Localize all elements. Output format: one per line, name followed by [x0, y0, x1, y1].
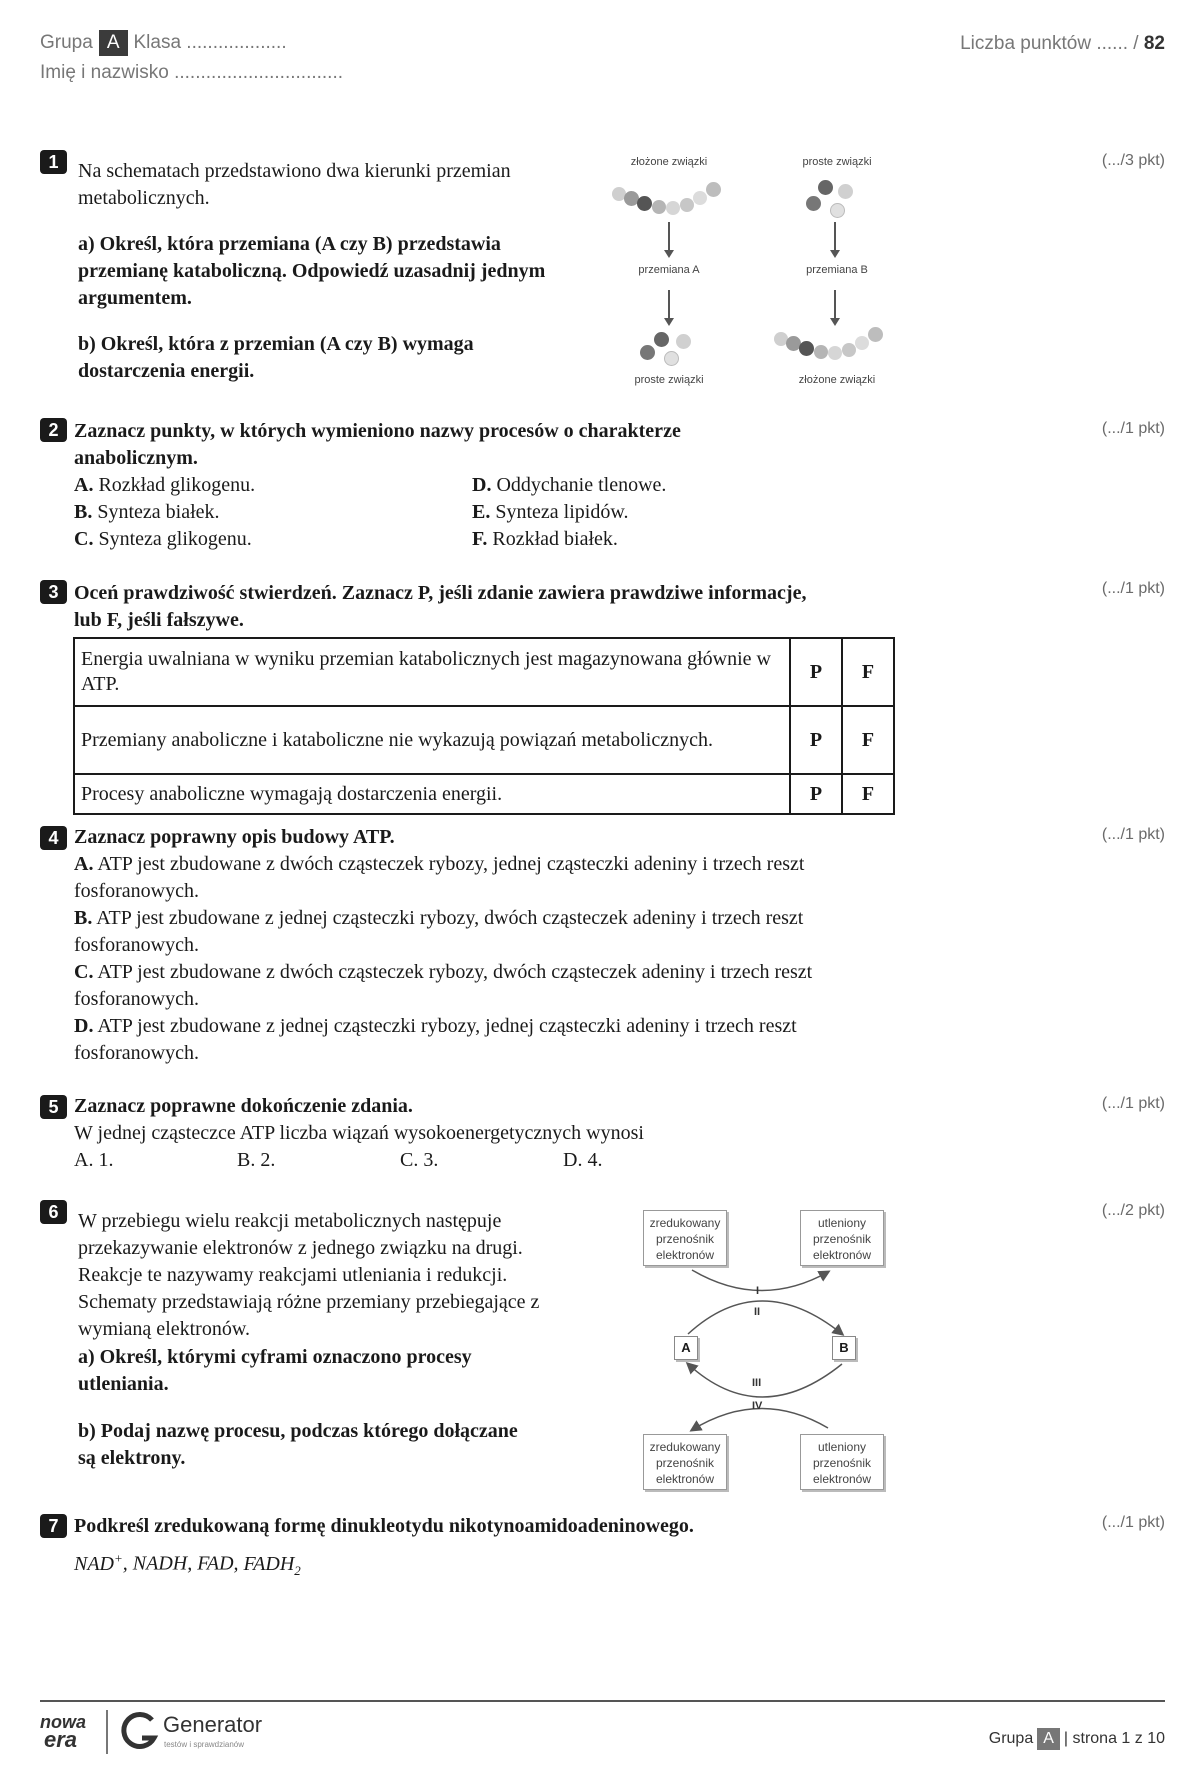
q2-option-c[interactable]: C. Synteza glikogenu.	[74, 528, 252, 550]
process-label-ii: II	[754, 1306, 761, 1318]
diagram-label-complex-bottom: złożone związki	[798, 374, 876, 386]
molecule-ball	[799, 341, 814, 356]
molecule-ball	[830, 203, 845, 218]
molecule-ball	[666, 201, 680, 215]
arrow-down-icon	[668, 222, 670, 256]
process-label-i: I	[756, 1285, 760, 1297]
q7-points: (.../1 pkt)	[1101, 1514, 1165, 1531]
diagram-label-simple-top: proste związki	[802, 156, 872, 168]
question-number-5: 5	[40, 1095, 67, 1119]
molecule-ball	[818, 180, 833, 195]
class-field: Klasa ...................	[133, 32, 287, 53]
molecule-ball	[806, 196, 821, 211]
table-row	[74, 706, 894, 774]
generator-tagline: testów i sprawdzianów	[164, 1740, 245, 1749]
arrow-down-icon	[834, 290, 836, 324]
q6-part-b: b) Podaj nazwę procesu, podczas którego dołączane są elektrony.	[78, 1420, 518, 1469]
footer-page-info	[989, 1728, 1165, 1750]
group-label: Grupa	[40, 32, 93, 53]
arrow-down-icon	[668, 290, 670, 324]
oxidized-carrier-box: utleniony przenośnik elektronów	[800, 1434, 884, 1490]
q7-question: Podkreśl zredukowaną formę dinukleotydu nikotynoamidoadeninowego.	[74, 1515, 694, 1537]
q2-option-e[interactable]: E. Synteza lipidów.	[472, 501, 629, 523]
generator-logo-text: Generator	[163, 1712, 263, 1737]
process-label-iv: IV	[752, 1400, 763, 1412]
generator-g-icon	[120, 1710, 160, 1754]
option-nad-plus[interactable]: NAD+	[74, 1550, 123, 1575]
molecule-ball	[654, 332, 669, 347]
molecule-ball	[838, 184, 853, 199]
points-total: 82	[1143, 33, 1165, 54]
table-row	[74, 774, 894, 814]
question-number-7: 7	[40, 1514, 67, 1538]
q1-part-a: a) Określ, która przemiana (A czy B) przedstawia przemianę kataboliczną. Odpowiedź uzasadnij jednym argumentem.	[78, 233, 546, 309]
statement-cell: Energia uwalniana w wyniku przemian katabolicznych jest magazynowana głównie w ATP.	[74, 638, 790, 706]
molecule-ball	[680, 198, 694, 212]
footer-logo-divider	[106, 1710, 108, 1754]
group-badge: A	[99, 30, 128, 56]
group-line	[40, 30, 287, 56]
molecule-ball	[664, 351, 679, 366]
redox-arrows-icon	[640, 1260, 880, 1440]
q2-option-a[interactable]: A. Rozkład glikogenu.	[74, 474, 256, 496]
molecule-ball	[868, 327, 883, 342]
page-number: | strona 1 z 10	[1063, 1730, 1165, 1747]
reduced-carrier-box: zredukowany przenośnik elektronów	[643, 1434, 727, 1490]
question-number-2: 2	[40, 418, 67, 442]
molecule-ball	[676, 334, 691, 349]
q7-options: NAD+, NADH, FAD, $FADH_2$	[74, 1550, 301, 1578]
diagram-label-simple-bottom: proste związki	[634, 374, 704, 386]
q2-points: (.../1 pkt)	[1101, 420, 1165, 437]
q4-question: Zaznacz poprawny opis budowy ATP.	[74, 826, 395, 848]
footer-group-badge: A	[1037, 1728, 1060, 1750]
q2-option-f[interactable]: F. Rozkład białek.	[472, 528, 618, 550]
question-number-4: 4	[40, 826, 67, 850]
molecule-ball	[652, 200, 666, 214]
q4-points: (.../1 pkt)	[1101, 826, 1165, 843]
q4-option-d[interactable]: D. ATP jest zbudowane z jednej cząsteczki rybozy, jednej cząsteczki adeniny i trzech reszt fosforanowych.	[74, 1015, 797, 1064]
question-number-3: 3	[40, 580, 67, 604]
question-number-6: 6	[40, 1200, 67, 1224]
q5-option-b[interactable]: B. 2.	[237, 1149, 276, 1171]
q6-part-a: a) Określ, którymi cyframi oznaczono procesy utleniania.	[78, 1346, 472, 1395]
molecule-ball	[640, 345, 655, 360]
diagram-label-complex-top: złożone związki	[630, 156, 708, 168]
molecule-ball	[637, 196, 652, 211]
statement-cell: Procesy anaboliczne wymagają dostarczenia energii.	[74, 774, 790, 814]
q6-intro: W przebiegu wielu reakcji metabolicznych następuje przekazywanie elektronów z jednego związku na drugi. Reakcje te nazywamy reakcjami utleniania i redukcji. Schematy przedstawiają różne przemiany przebiegające z wymianą elektronów.	[78, 1210, 540, 1340]
molecule-ball	[706, 182, 721, 197]
oxidized-carrier-box: utleniony przenośnik elektronów	[800, 1210, 884, 1266]
arrow-down-icon	[834, 222, 836, 256]
name-field: Imię i nazwisko ................................	[40, 62, 344, 83]
compound-b-box: B	[832, 1336, 856, 1360]
question-number-1: 1	[40, 150, 67, 174]
q3-points: (.../1 pkt)	[1101, 580, 1165, 597]
q1-part-b: b) Określ, która z przemian (A czy B) wymaga dostarczenia energii.	[78, 333, 474, 382]
process-label-iii: III	[752, 1377, 762, 1389]
reduced-carrier-box: zredukowany przenośnik elektronów	[643, 1210, 727, 1266]
q2-option-d[interactable]: D. Oddychanie tlenowe.	[472, 474, 667, 496]
q1-intro: Na schematach przedstawiono dwa kierunki przemian metabolicznych.	[78, 160, 511, 209]
q4-option-b[interactable]: B. ATP jest zbudowane z jednej cząsteczki rybozy, dwóch cząsteczek adeniny i trzech reszt fosforanowych.	[74, 907, 804, 956]
q5-points: (.../1 pkt)	[1101, 1095, 1165, 1112]
nowa-era-logo: nowa era	[40, 1712, 87, 1752]
statement-cell: Przemiany anaboliczne i kataboliczne nie wykazują powiązań metabolicznych.	[74, 706, 790, 774]
points-summary	[960, 33, 1165, 55]
q4-option-a[interactable]: A. ATP jest zbudowane z dwóch cząsteczek rybozy, jednej cząsteczki adeniny i trzech reszt fosforanowych.	[74, 853, 805, 902]
molecule-ball	[828, 346, 842, 360]
q4-option-c[interactable]: C. ATP jest zbudowane z dwóch cząsteczek rybozy, dwóch cząsteczek adeniny i trzech reszt fosforanowych.	[74, 961, 813, 1010]
option-fadh2[interactable]: $FADH_2$	[243, 1552, 301, 1578]
q2-question: Zaznacz punkty, w których wymieniono nazwy procesów o charakterze anabolicznym.	[74, 420, 681, 469]
points-label: Liczba punktów ...... /	[960, 33, 1139, 54]
q5-option-a[interactable]: A. 1.	[74, 1149, 114, 1171]
footer-divider	[40, 1700, 1165, 1702]
true-option[interactable]: P	[790, 706, 842, 774]
q5-option-c[interactable]: C. 3.	[400, 1149, 439, 1171]
molecule-ball	[693, 191, 707, 205]
table-row	[74, 638, 894, 706]
diagram-label-process-b: przemiana B	[806, 264, 868, 276]
molecule-ball	[814, 345, 828, 359]
q3-question: Oceń prawdziwość stwierdzeń. Zaznacz P, jeśli zdanie zawiera prawdziwe informacje, lub F, jeśli fałszywe.	[74, 582, 807, 631]
diagram-label-process-a: przemiana A	[638, 264, 700, 276]
false-option[interactable]: F	[842, 638, 894, 706]
false-option[interactable]: F	[842, 706, 894, 774]
option-nadh[interactable]: NADH	[132, 1552, 188, 1575]
compound-a-box: A	[674, 1336, 698, 1360]
true-false-table	[73, 637, 895, 815]
q5-question: Zaznacz poprawne dokończenie zdania.	[74, 1095, 413, 1117]
q1-points: (.../3 pkt)	[1101, 152, 1165, 169]
q5-option-d[interactable]: D. 4.	[563, 1149, 603, 1171]
true-option[interactable]: P	[790, 774, 842, 814]
molecule-ball	[842, 343, 856, 357]
molecule-ball	[855, 336, 869, 350]
q5-stem: W jednej cząsteczce ATP liczba wiązań wysokoenergetycznych wynosi	[74, 1122, 644, 1144]
q2-option-b[interactable]: B. Synteza białek.	[74, 501, 220, 523]
footer-group-label: Grupa	[988, 1730, 1034, 1747]
q6-points: (.../2 pkt)	[1101, 1202, 1165, 1219]
option-fad[interactable]: FAD	[197, 1552, 234, 1575]
false-option[interactable]: F	[842, 774, 894, 814]
true-option[interactable]: P	[790, 638, 842, 706]
